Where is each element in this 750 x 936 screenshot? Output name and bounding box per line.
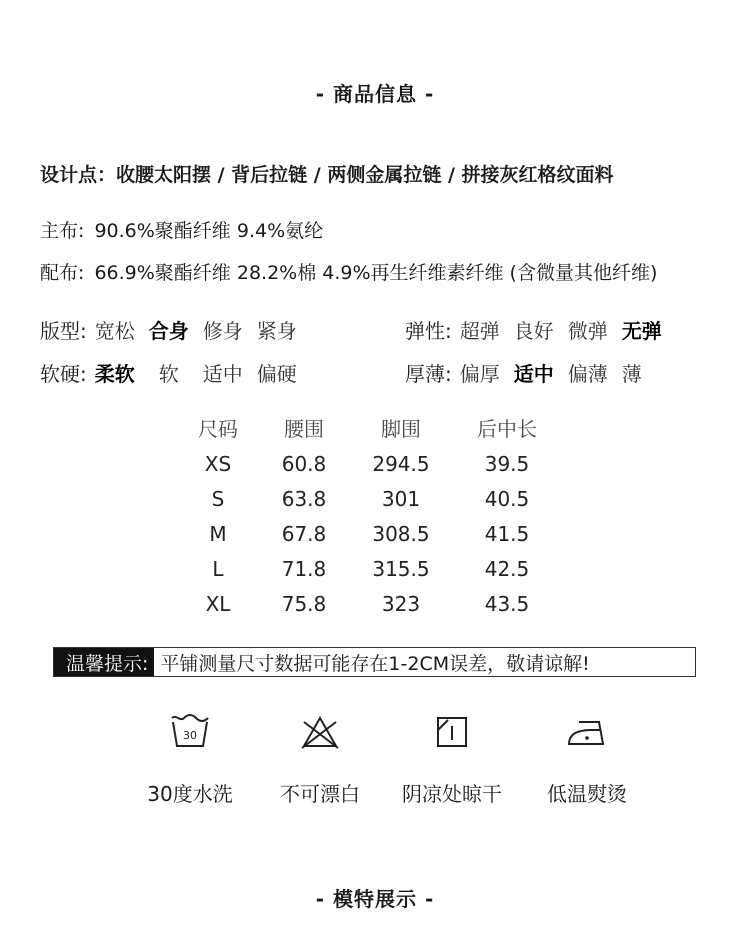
- attr-thickness-label: 厚薄:: [405, 362, 452, 386]
- fabric-main: [40, 216, 323, 243]
- table-cell: 308.5: [372, 521, 430, 546]
- table-row: [180, 586, 564, 621]
- care-label: 30度水洗: [147, 782, 233, 806]
- care-label: 低温熨烫: [547, 782, 627, 806]
- attr-softness-option: 偏硬: [256, 362, 297, 386]
- care-dry: [387, 712, 517, 807]
- iron-low-icon: [565, 712, 609, 752]
- table-cell: 63.8: [281, 486, 327, 511]
- table-row: [180, 446, 564, 481]
- table-cell: 294.5: [372, 451, 430, 476]
- table-cell: M: [209, 521, 227, 546]
- section-title-model-show: - 模特展示 -: [315, 887, 435, 911]
- attr-fit-option: 合身: [148, 319, 189, 343]
- fabric-lining: [40, 258, 657, 285]
- tip-text: 平铺测量尺寸数据可能存在1-2CM误差，敬请谅解!: [160, 652, 590, 675]
- attr-thickness-option: 薄: [621, 362, 642, 386]
- fabric-lining-value: 66.9%聚酯纤维 28.2%棉 4.9%再生纤维素纤维 (含微量其他纤维): [94, 262, 658, 284]
- attr-fit-option: 紧身: [256, 319, 297, 343]
- attr-softness: [40, 358, 311, 387]
- attr-elasticity-option: 微弹: [567, 319, 608, 343]
- header-cell: 腰围: [284, 416, 324, 441]
- tip-label: 温馨提示:: [54, 648, 154, 676]
- attr-elasticity: [405, 315, 676, 344]
- table-cell: XL: [205, 591, 231, 616]
- attr-elasticity-option: 超弹: [459, 319, 500, 343]
- attr-softness-option: 软: [158, 362, 179, 386]
- fabric-main-value: 90.6%聚酯纤维 9.4%氨纶: [94, 220, 324, 242]
- table-cell: 39.5: [484, 451, 530, 476]
- table-row: [180, 481, 564, 516]
- size-table: [180, 408, 564, 621]
- table-cell: 60.8: [281, 451, 327, 476]
- attr-thickness-option: 偏厚: [459, 362, 500, 386]
- table-cell: 41.5: [484, 521, 530, 546]
- wash-temp: 30: [183, 729, 197, 742]
- attr-softness-option: 柔软: [94, 362, 135, 386]
- design-points: [40, 160, 614, 187]
- attr-thickness: [405, 358, 656, 387]
- table-row: [180, 516, 564, 551]
- table-cell: 315.5: [372, 556, 430, 581]
- header-cell: 尺码: [198, 416, 238, 441]
- table-cell: 71.8: [281, 556, 327, 581]
- table-cell: 301: [381, 486, 421, 511]
- design-points-text: 收腰太阳摆 / 背后拉链 / 两侧金属拉链 / 拼接灰红格纹面料: [116, 164, 614, 186]
- table-cell: XS: [204, 451, 232, 476]
- wash-30-icon: [168, 712, 212, 752]
- attr-elasticity-option: 良好: [513, 319, 554, 343]
- attr-fit-option: 修身: [202, 319, 243, 343]
- size-table-header: [180, 408, 564, 446]
- attr-elasticity-label: 弹性:: [405, 319, 452, 343]
- attr-fit-label: 版型:: [40, 319, 87, 343]
- attr-elasticity-option: 无弹: [621, 319, 662, 343]
- measurement-tip: [53, 647, 696, 677]
- header-cell: 后中长: [477, 416, 537, 441]
- care-label: 不可漂白: [280, 782, 360, 806]
- care-wash: [125, 712, 255, 807]
- attr-fit: [40, 315, 311, 344]
- care-bleach: [255, 712, 385, 807]
- table-cell: L: [212, 556, 224, 581]
- table-cell: 323: [381, 591, 421, 616]
- care-label: 阴凉处晾干: [402, 782, 502, 806]
- table-cell: 40.5: [484, 486, 530, 511]
- table-cell: S: [211, 486, 225, 511]
- care-iron: [522, 712, 652, 807]
- section-title-product-info: - 商品信息 -: [315, 82, 435, 106]
- fabric-lining-label: 配布:: [40, 262, 85, 284]
- table-cell: 67.8: [281, 521, 327, 546]
- header-cell: 脚围: [381, 416, 421, 441]
- table-cell: 42.5: [484, 556, 530, 581]
- table-row: [180, 551, 564, 586]
- fabric-main-label: 主布:: [40, 220, 85, 242]
- design-points-label: 设计点：: [40, 164, 117, 186]
- no-bleach-icon: [298, 712, 342, 752]
- shade-dry-icon: [430, 712, 474, 752]
- attr-thickness-option: 偏薄: [567, 362, 608, 386]
- attr-thickness-option: 适中: [513, 362, 554, 386]
- attr-softness-label: 软硬:: [40, 362, 87, 386]
- table-cell: 75.8: [281, 591, 327, 616]
- attr-fit-option: 宽松: [94, 319, 135, 343]
- attr-softness-option: 适中: [202, 362, 243, 386]
- table-cell: 43.5: [484, 591, 530, 616]
